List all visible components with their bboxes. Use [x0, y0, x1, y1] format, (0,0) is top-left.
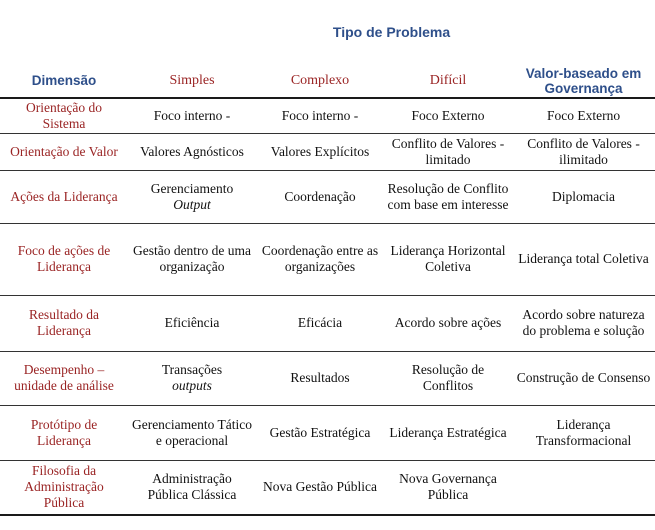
table-cell: Liderança total Coletiva [512, 223, 655, 295]
table-cell [128, 170, 256, 223]
group-header: Tipo de Problema [332, 24, 451, 40]
table-cell: Gerenciamento Tático e operacional [128, 405, 256, 460]
table-row [0, 133, 655, 170]
table-cell: Acordo sobre ações [384, 295, 512, 351]
table-cell: Foco interno - [128, 98, 256, 133]
cell-text: Transações [161, 362, 223, 377]
table-cell: Nova Governança Pública [384, 460, 512, 515]
row-label: Orientação de Valor [0, 133, 128, 170]
table-cell: Coordenação entre as organizações [256, 223, 384, 295]
table-cell: Diplomacia [512, 170, 655, 223]
table-cell: Resolução de Conflito com base em interesse [384, 170, 512, 223]
table-cell: Nova Gestão Pública [256, 460, 384, 515]
table-cell: Administração Pública Clássica [128, 460, 256, 515]
table-row [0, 98, 655, 133]
table-cell: Conflito de Valores - limitado [384, 133, 512, 170]
table-cell: Eficácia [256, 295, 384, 351]
column-header-dimensao: Dimensão [0, 64, 128, 98]
table-row [0, 351, 655, 405]
table-row [0, 295, 655, 351]
table-cell: Foco interno - [256, 98, 384, 133]
column-header-simples: Simples [128, 64, 256, 98]
table-cell: Construção de Consenso [512, 351, 655, 405]
row-label: Resultado da Liderança [0, 295, 128, 351]
column-header-dificil: Difícil [384, 64, 512, 98]
table-cell [512, 460, 655, 515]
table-cell: Coordenação [256, 170, 384, 223]
row-label: Protótipo de Liderança [0, 405, 128, 460]
column-header-complexo: Complexo [256, 64, 384, 98]
row-label: Orientação do Sistema [0, 98, 128, 133]
table-cell: Liderança Transformacional [512, 405, 655, 460]
table-cell: Gestão dentro de uma organização [128, 223, 256, 295]
table-cell: Foco Externo [384, 98, 512, 133]
cell-text: Gerenciamento [150, 180, 234, 196]
table-cell: Resultados [256, 351, 384, 405]
group-header-row [0, 0, 655, 64]
table-cell: Valores Agnósticos [128, 133, 256, 170]
table-cell: Eficiência [128, 295, 256, 351]
cell-italic-text: Output [173, 196, 211, 212]
table-cell: Resolução de Conflitos [384, 351, 512, 405]
table-cell: Liderança Estratégica [384, 405, 512, 460]
table-row [0, 170, 655, 223]
row-label: Ações da Liderança [0, 170, 128, 223]
column-header-valor-baseado: Valor-baseado em Governança [512, 64, 655, 98]
cell-italic-text: outputs [172, 378, 212, 393]
table-cell: Foco Externo [512, 98, 655, 133]
row-label: Filosofia da Administração Pública [0, 460, 128, 515]
table-cell: Liderança Horizontal Coletiva [384, 223, 512, 295]
table-cell: Conflito de Valores - ilimitado [512, 133, 655, 170]
column-header-row [0, 64, 655, 98]
row-label: Foco de ações de Liderança [0, 223, 128, 295]
table-row [0, 460, 655, 515]
table-cell [128, 351, 256, 405]
table-row [0, 223, 655, 295]
table-row [0, 405, 655, 460]
table-cell: Acordo sobre natureza do problema e solução [512, 295, 655, 351]
row-label: Desempenho – unidade de análise [0, 351, 128, 405]
table-cell: Valores Explícitos [256, 133, 384, 170]
table-cell: Gestão Estratégica [256, 405, 384, 460]
